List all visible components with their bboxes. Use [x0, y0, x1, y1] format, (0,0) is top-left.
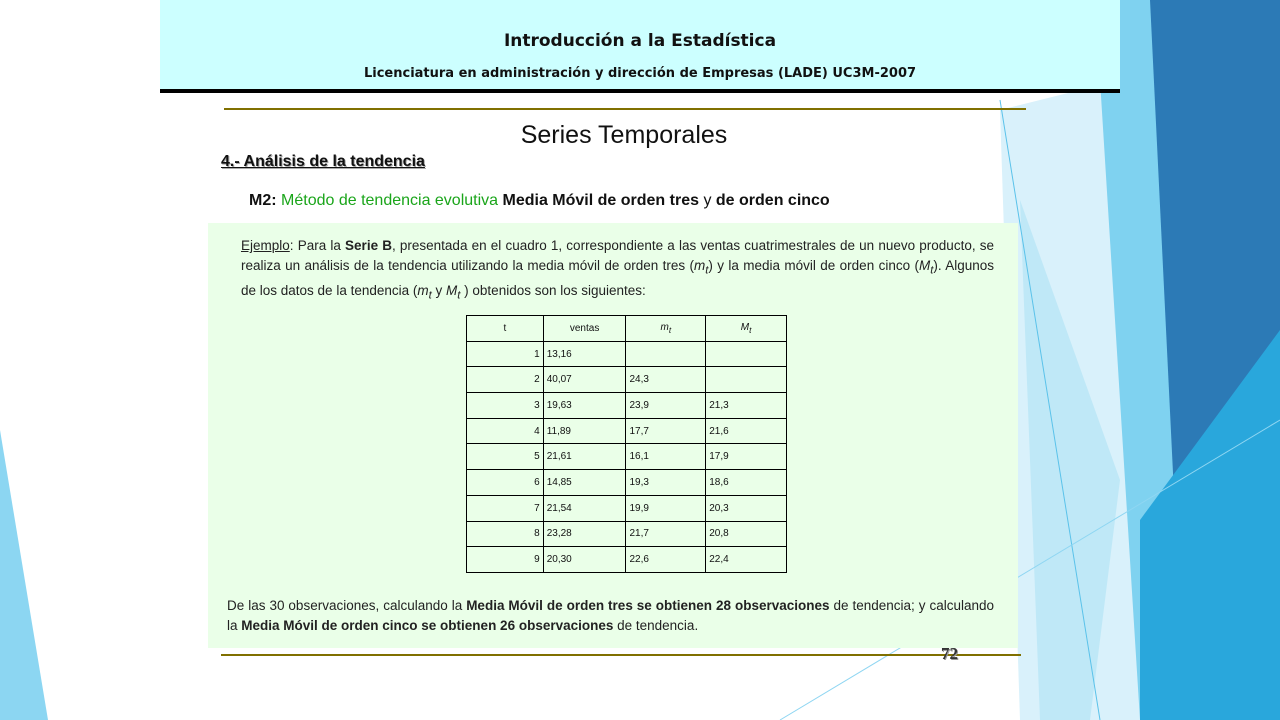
cell-t: 6 — [467, 470, 544, 496]
header-m-symbol: m — [660, 321, 669, 333]
cell-t: 4 — [467, 418, 544, 444]
cell-ventas: 14,85 — [543, 470, 626, 496]
example-M-symbol-2: M — [446, 282, 458, 298]
course-title: Introducción a la Estadística — [503, 31, 777, 51]
header-m — [626, 316, 706, 342]
cell-m: 23,9 — [626, 393, 706, 419]
footer-divider — [221, 654, 1021, 656]
example-m-subscript: t — [705, 264, 709, 277]
cell-ventas: 23,28 — [543, 521, 626, 547]
example-serie: Serie B — [345, 238, 392, 253]
method-part-1: Media Móvil de orden tres — [502, 192, 699, 209]
example-label: Ejemplo — [241, 238, 290, 253]
cell-m: 19,3 — [626, 470, 706, 496]
cell-t: 3 — [467, 393, 544, 419]
conclusion-text-3: de tendencia. — [613, 617, 699, 633]
cell-m-upper — [706, 341, 787, 367]
cell-m: 24,3 — [626, 367, 706, 393]
slide-title: Series Temporales — [520, 121, 728, 149]
table-row — [467, 547, 787, 573]
example-m-subscript-2: t — [428, 289, 432, 302]
example-M-subscript-2: t — [457, 289, 461, 302]
page-number: 72 — [941, 644, 958, 663]
example-text-2: , presentada en el cuadro 1, correspondiente a las ventas cuatrimestrales de un nuevo producto, se realiza un análisis de la tendencia utilizando la media móvil de orden tres ( — [241, 238, 994, 273]
table-row — [467, 470, 787, 496]
example-text-5: ) obtenidos son los siguientes: — [460, 282, 646, 298]
conclusion-bold-2: Media Móvil de orden cinco se obtienen 26 observaciones — [241, 617, 614, 633]
method-name: Método de tendencia evolutiva — [281, 192, 499, 209]
cell-m — [626, 341, 706, 367]
example-m-symbol: m — [694, 257, 706, 273]
title-divider — [224, 108, 1026, 110]
header-ventas: ventas — [543, 316, 626, 342]
cell-m: 16,1 — [626, 444, 706, 470]
cell-t: 7 — [467, 495, 544, 521]
cell-ventas: 13,16 — [543, 341, 626, 367]
conclusion-paragraph — [227, 596, 994, 635]
cell-ventas: 11,89 — [543, 418, 626, 444]
header-M-symbol: M — [740, 321, 750, 333]
conclusion-text-2: de tendencia; y calculando la — [227, 598, 994, 633]
cell-ventas: 21,54 — [543, 495, 626, 521]
cell-m-upper: 18,6 — [706, 470, 787, 496]
cell-m: 21,7 — [626, 521, 706, 547]
example-and: y — [431, 282, 447, 298]
table-row — [467, 495, 787, 521]
example-M-subscript: t — [930, 264, 934, 277]
cell-t: 2 — [467, 367, 544, 393]
header-m-sub: t — [668, 324, 672, 335]
cell-m-upper: 20,3 — [706, 495, 787, 521]
method-part-2: de orden cinco — [715, 192, 830, 209]
cell-m: 17,7 — [626, 418, 706, 444]
example-text-3: ) y la media móvil de orden cinco ( — [708, 257, 919, 273]
cell-ventas: 21,61 — [543, 444, 626, 470]
example-text-4: ). Algunos de los datos de la tendencia ( — [241, 257, 994, 298]
section-heading: 4.- Análisis de la tendencia — [221, 153, 425, 170]
header-t: t — [467, 316, 544, 342]
example-text-1: : Para la — [289, 238, 346, 253]
deco-left-panel — [0, 430, 48, 720]
cell-m-upper: 17,9 — [706, 444, 787, 470]
cell-t: 8 — [467, 521, 544, 547]
cell-t: 1 — [467, 341, 544, 367]
table-header-row — [467, 316, 787, 342]
course-header — [160, 0, 1120, 90]
cell-m-upper: 20,8 — [706, 521, 787, 547]
cell-m-upper: 21,6 — [706, 418, 787, 444]
example-M-symbol: M — [918, 257, 931, 273]
table-row — [467, 418, 787, 444]
course-subtitle: Licenciatura en administración y dirección de Empresas (LADE) UC3M-2007 — [363, 66, 917, 81]
table-row — [467, 521, 787, 547]
cell-t: 9 — [467, 547, 544, 573]
header-M-sub: t — [749, 324, 752, 335]
example-paragraph — [241, 236, 994, 306]
cell-t: 5 — [467, 444, 544, 470]
cell-ventas: 20,30 — [543, 547, 626, 573]
conclusion-text-1: De las 30 observaciones, calculando la — [227, 598, 467, 613]
table-row — [467, 341, 787, 367]
example-m-symbol-2: m — [417, 282, 429, 298]
method-line — [249, 192, 830, 210]
table-row — [467, 393, 787, 419]
cell-m-upper: 21,3 — [706, 393, 787, 419]
method-code: M2: — [249, 192, 277, 209]
trend-data-table — [466, 315, 787, 573]
cell-ventas: 19,63 — [543, 393, 626, 419]
table-row — [467, 444, 787, 470]
table-row — [467, 367, 787, 393]
cell-ventas: 40,07 — [543, 367, 626, 393]
header-divider — [160, 89, 1120, 93]
cell-m: 19,9 — [626, 495, 706, 521]
cell-m: 22,6 — [626, 547, 706, 573]
header-M — [706, 316, 787, 342]
conclusion-bold-1: Media Móvil de orden tres se obtienen 28 observaciones — [466, 598, 830, 613]
cell-m-upper — [706, 367, 787, 393]
cell-m-upper: 22,4 — [706, 547, 787, 573]
method-conjunction: y — [703, 192, 712, 209]
